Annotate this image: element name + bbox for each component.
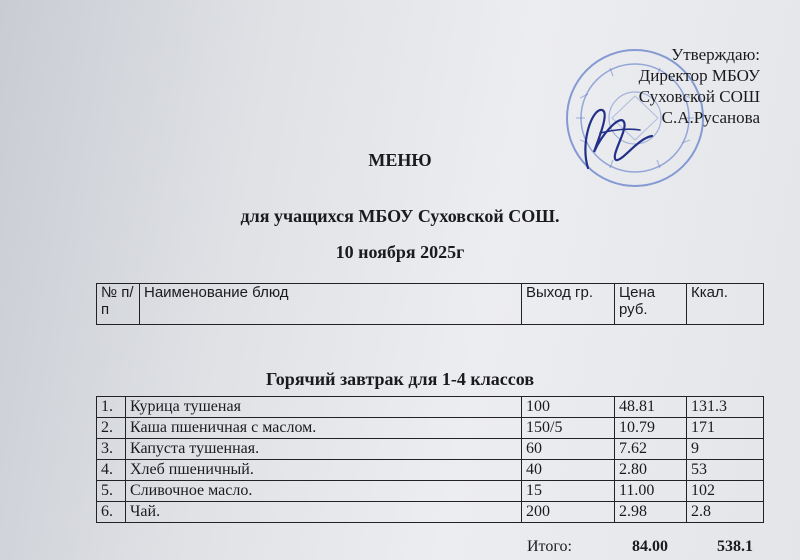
- item-price: 10.79: [615, 418, 687, 439]
- item-weight: 15: [522, 481, 615, 502]
- item-num: 5.: [97, 481, 126, 502]
- item-num: 4.: [97, 460, 126, 481]
- item-kcal: 171: [687, 418, 764, 439]
- item-price: 2.80: [615, 460, 687, 481]
- item-name: Сливочное масло.: [126, 481, 522, 502]
- item-price: 11.00: [615, 481, 687, 502]
- item-num: 3.: [97, 439, 126, 460]
- item-name: Капуста тушенная.: [126, 439, 522, 460]
- menu-header-table: [96, 283, 764, 325]
- item-kcal: 131.3: [687, 397, 764, 418]
- total-label: Итого:: [527, 538, 572, 555]
- header-num: № п/п: [97, 284, 140, 325]
- item-weight: 200: [522, 502, 615, 523]
- approval-school: Суховской СОШ: [638, 87, 760, 106]
- item-num: 2.: [97, 418, 126, 439]
- page-subtitle: для учащихся МБОУ Суховской СОШ.: [240, 206, 560, 226]
- item-kcal: 9: [687, 439, 764, 460]
- header-row: [97, 284, 764, 325]
- table-row: [97, 418, 764, 439]
- page-title: МЕНЮ: [368, 150, 432, 170]
- item-kcal: 2.8: [687, 502, 764, 523]
- total-price: 84.00: [632, 538, 668, 555]
- approval-line: Утверждаю:: [671, 45, 760, 64]
- item-price: 48.81: [615, 397, 687, 418]
- item-weight: 40: [522, 460, 615, 481]
- item-num: 6.: [97, 502, 126, 523]
- section-title: Горячий завтрак для 1-4 классов: [265, 369, 535, 389]
- item-weight: 150/5: [522, 418, 615, 439]
- menu-items-table: [96, 396, 764, 523]
- table-row: [97, 397, 764, 418]
- item-name: Каша пшеничная с маслом.: [126, 418, 522, 439]
- item-num: 1.: [97, 397, 126, 418]
- table-row: [97, 460, 764, 481]
- approval-name: С.А.Русанова: [661, 108, 760, 127]
- table-row: [97, 439, 764, 460]
- table-row: [97, 502, 764, 523]
- header-kcal: Ккал.: [687, 284, 764, 325]
- item-name: Чай.: [126, 502, 522, 523]
- menu-date: 10 ноября 2025г: [335, 242, 465, 262]
- item-kcal: 102: [687, 481, 764, 502]
- item-name: Хлеб пшеничный.: [126, 460, 522, 481]
- header-price: Цена руб.: [615, 284, 687, 325]
- header-weight: Выход гр.: [522, 284, 615, 325]
- total-kcal: 538.1: [717, 538, 753, 555]
- item-weight: 100: [522, 397, 615, 418]
- item-price: 7.62: [615, 439, 687, 460]
- item-price: 2.98: [615, 502, 687, 523]
- table-row: [97, 481, 764, 502]
- item-name: Курица тушеная: [126, 397, 522, 418]
- approval-block: [612, 44, 760, 128]
- header-name: Наименование блюд: [140, 284, 522, 325]
- approval-position: Директор МБОУ: [638, 66, 760, 85]
- item-weight: 60: [522, 439, 615, 460]
- item-kcal: 53: [687, 460, 764, 481]
